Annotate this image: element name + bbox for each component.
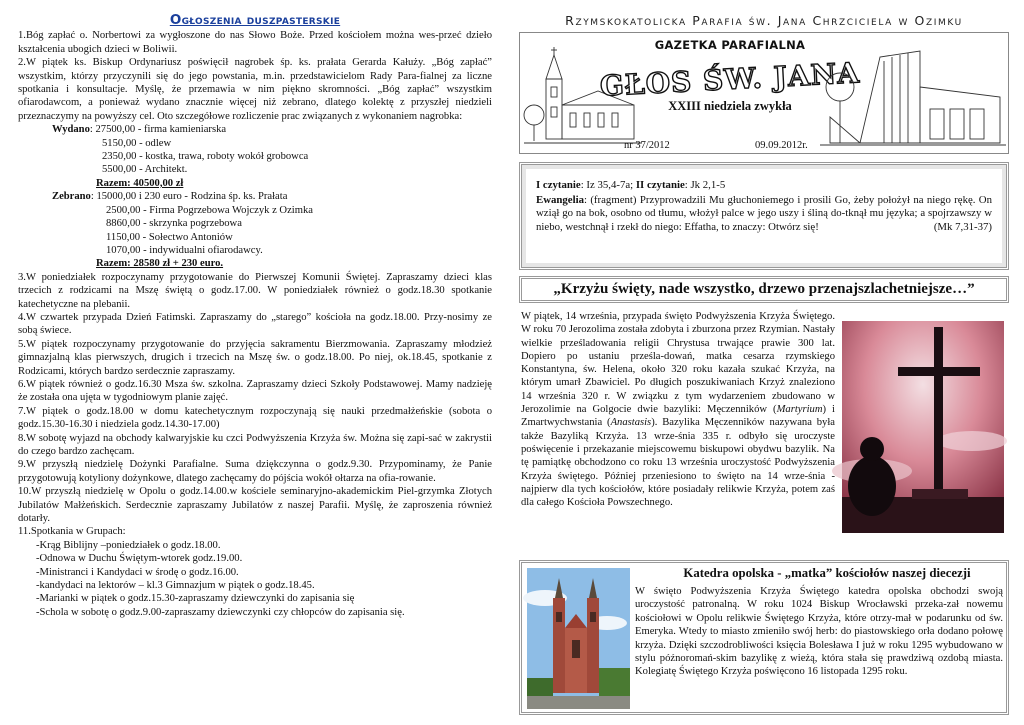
announcement-10: 10.W przyszłą niedzielę w Opolu o godz.14.00.w kościele seminaryjno-akademickim Piel-grzymka Złotych Jubilatów Małżeńskich. Serdecznie zapraszamy Jubilatów z naszej Parafii. Myślę, że zaproszenia również dotarły. (18, 486, 492, 525)
announcement-6: 6.W piątek również o godz.16.30 Msza św. szkolna. Zapraszamy dzieci Szkoły Podstawowej. Mamy nadzieję że została ona ujęta w tygodniowym planie zajęć. (18, 378, 492, 404)
group-item: -Odnowa w Duchu Świętym-wtorek godz.19.00. (36, 553, 243, 565)
cathedral-text: W święto Podwyższenia Krzyża Świętego katedra opolska obchodzi swoją uroczystość patronalną. W roku 1024 Biskup Wrocławski przeka-zał nowemu kościołowi w Opolu relikwie Świętego Krzyża, które otrzy-mał w podarunku od św. Emeryka. Wtedy to miasto zmieniło swój herb: do piastowskiego orła dodano połowę krzyża. Dzięki szczodrobliwości księcia Bolesława I już w roku 1295 wybudowano w stylu późnoromań-skim bazylikę z wieżą, która stała się prawdziwą ozdobą miasta. Kolegiatę Świętego Krzyża poświęcono 16 listopada 1295 roku. (635, 586, 1003, 678)
collected-line-2: 2500,00 - Firma Pogrzebowa Wojczyk z Ozimka (106, 204, 313, 216)
announcement-3: 3.W poniedziałek rozpoczynamy przygotowanie do Pierwszej Komunii Świętej. Zapraszamy dzieci klas trzecich z rodzicami na Mszę świętą o godz.17.00. W poniedziałek również o godz.18.30 spotkanie katechetyczne na plebanii. (18, 271, 492, 310)
readings-references: I czytanie: Iz 35,4-7a; II czytanie: Jk 2,1-5 (536, 179, 726, 191)
liturgical-sunday: XXIII niedziela zwykła (668, 99, 792, 113)
announcement-1: 1.Bóg zapłać o. Norbertowi za wygłoszone do nas Słowo Boże. Przed kościołem można wes-przeć dzieło kształcenia ubogich dzieci w Boliwii. (18, 30, 492, 55)
parish-name: Rzymskokatolicka Parafia św. Jana Chrzciciela w Ozimku (565, 13, 963, 28)
gospel-reference: (Mk 7,31-37) (933, 220, 992, 233)
group-item: -Schola w sobotę o godz.9.00-zapraszamy dziewczynki czy chłopców do zapisania się. (36, 606, 405, 618)
announcement-4: 4.W czwartek przypada Dzień Fatimski. Zapraszamy do „starego” kościoła na godz.18.00. Przy-nosimy ze sobą świece. (18, 311, 492, 337)
article-headline: „Krzyżu święty, nade wszystko, drzewo przenajszlachetniejsze…” (519, 276, 1009, 303)
announcements-column (18, 14, 492, 619)
gazetka-label: GAZETKA PARAFIALNA (654, 38, 806, 52)
spent-total: Razem: 40500,00 zł (96, 177, 184, 189)
second-reading-label: II czytanie (635, 179, 685, 191)
issue-date: 09.09.2012r. (755, 140, 808, 151)
gospel-excerpt: Ewangelia: (fragment) Przyprowadzili Mu głuchoniemego i prosili Go, żeby położył na niego rękę. On wziął go na bok, osobno od tłumu, włożył palce w jego uszy i śliną do-tknął mu języka; a spojrzawszy w niebo, westchnął i rzekł do niego: Effatha, to znaczy: Otwórz się! (Mk 7,31-37) (536, 193, 992, 233)
group-item: -Krąg Biblijny –poniedziałek o godz.18.00. (36, 539, 221, 551)
cathedral-title: Katedra opolska - „matka” kościołów naszej diecezji (683, 566, 971, 580)
collected-label: Zebrano (52, 191, 91, 203)
group-item: -Ministranci i Kandydaci w środę o godz.16.00. (36, 566, 239, 578)
collected-total: Razem: 28580 zł + 230 euro. (96, 258, 224, 270)
collected-line-4: 1150,00 - Sołectwo Antoniów (106, 231, 233, 243)
collected-line-1: Zebrano: 15000,00 i 230 euro - Rodzina śp. ks. Prałata (52, 191, 288, 203)
cross-article-text: W piątek, 14 września, przypada święto Podwyższenia Krzyża Świętego. W roku 70 Jerozolima została zdobyta i zburzona przez Rzymian. Nastały wielkie prześladowania religii Chrystusa trwające prawie 300 lat. Dopiero po ustaniu prześla-dowań, matka cesarza rzymskiego Konstantyna, św. Helena, około 320 roku kazała szukać Krzyża, na którym umarł Zbawiciel. Po długich poszukiwaniach Krzyż znaleziono 14 września 320 r. W związku z tym wydarzeniem zbudowano w Jerozolimie na Golgocie dwie bazyliki: Męczenników (Martyrium) i Zmartwychwstania (Anastasis). Bazylika Męczenników nazywana była także Bazyliką Krzyża. 13 wrze-śnia 335 r. odbyło się uroczyste poświęcenie i przekazanie miejscowemu biskupowi obydwu bazylik. Na tę pamiątkę obchodzono co roku 13 września uroczystość Podwyższenia Krzyża świętego. Później przeniesiono to święto na 14 wrze-śnia - najpierw dla tych kościołów, które posiadały relikwie Krzyża, potem zaś dla całego Kościoła Powszechnego. (521, 311, 835, 509)
group-item: -Marianki w piątek o godz.15.30-zapraszamy dziewczynki do zapisania się (36, 593, 355, 605)
masthead (519, 32, 1009, 154)
new-church-illustration (820, 47, 1006, 151)
announcement-5: 5.W piątek rozpoczynamy przygotowanie do przyjęcia sakramentu Bierzmowania. Zapraszamy młodzież gimnazjalną klas pierwszych, drugich i trzecich na Mszę św. o godz.18.00. Po niej, ok.18.45, spotkanie z Rodzicami, których bardzo serdecznie zapraszamy. (18, 338, 492, 377)
collected-line-3: 8860,00 - skrzynka pogrzebowa (106, 218, 242, 230)
newsletter-title-text: GŁOS ŚW. JANA (599, 56, 861, 103)
spent-line-3: 2350,00 - kostka, trawa, roboty wokół grobowca (102, 151, 309, 163)
announcement-2: 2.W piątek ks. Biskup Ordynariusz poświęcił nagrobek śp. ks. prałata Gerarda Kałuży. „Bóg zapłać” wszystkim, którzy przyczynili się do jego powstania, m.in. przedstawicielom Rady Para-fialnej za liczne spotkania i konsultacje. Myślę, że przemawia w nim piękno skromności. „Bóg zapłać” wszystkim ofiarodawcom, a ponieważ wydano znacznie więcej niż zebrano, dlatego kolektę z przyszłej niedzieli przeznaczymy na powyższy cel. Oto szczegółowe rozliczenie prac związanych z wykonaniem nagrobka: (18, 57, 492, 122)
spent-label: Wydano (52, 124, 90, 136)
issue-number: nr 37/2012 (624, 140, 670, 151)
group-item: -kandydaci na lektorów – kl.3 Gimnazjum w piątek o godz.18.45. (36, 580, 315, 592)
announcement-8: 8.W sobotę wyjazd na obchody kalwaryjskie ku czci Podwyższenia Krzyża św. Można się zapi-sać w zakrystii do czego bardzo zachęcam. (18, 432, 492, 457)
announcement-7: 7.W piątek o godz.18.00 w domu katechetycznym rozpoczynają się nauki przedmałżeńskie (sobota o godz.15.30-16.30 i niedziela godz.14.30-17.00) (18, 405, 492, 431)
spent-line-1: Wydano: 27500,00 - firma kamieniarska (52, 124, 227, 136)
spent-line-4: 5500,00 - Architekt. (102, 164, 188, 176)
announcement-9: 9.W przyszłą niedzielę Dożynki Parafialne. Suma dziękczynna o godz.9.30. Przypominamy, że Panie przygotowują kotyliony dożynkowe, dlatego zachęcamy do pójścia wokół ołtarza na ofia-rowanie. (18, 459, 492, 484)
cathedral-article (519, 560, 1009, 715)
cathedral-photo (527, 568, 630, 709)
cross-photo (842, 321, 1004, 533)
spent-line-2: 5150,00 - odlew (102, 137, 172, 149)
readings-box (519, 162, 1009, 270)
announcements-title: Ogłoszenia duszpasterskie (169, 12, 341, 28)
first-reading-label: I czytanie (536, 179, 581, 191)
announcement-11: 11.Spotkania w Grupach: (18, 526, 126, 538)
newsletter-title (599, 51, 861, 103)
gospel-label: Ewangelia (536, 193, 584, 206)
collected-line-5: 1070,00 - indywidualni ofiarodawcy. (106, 244, 263, 256)
